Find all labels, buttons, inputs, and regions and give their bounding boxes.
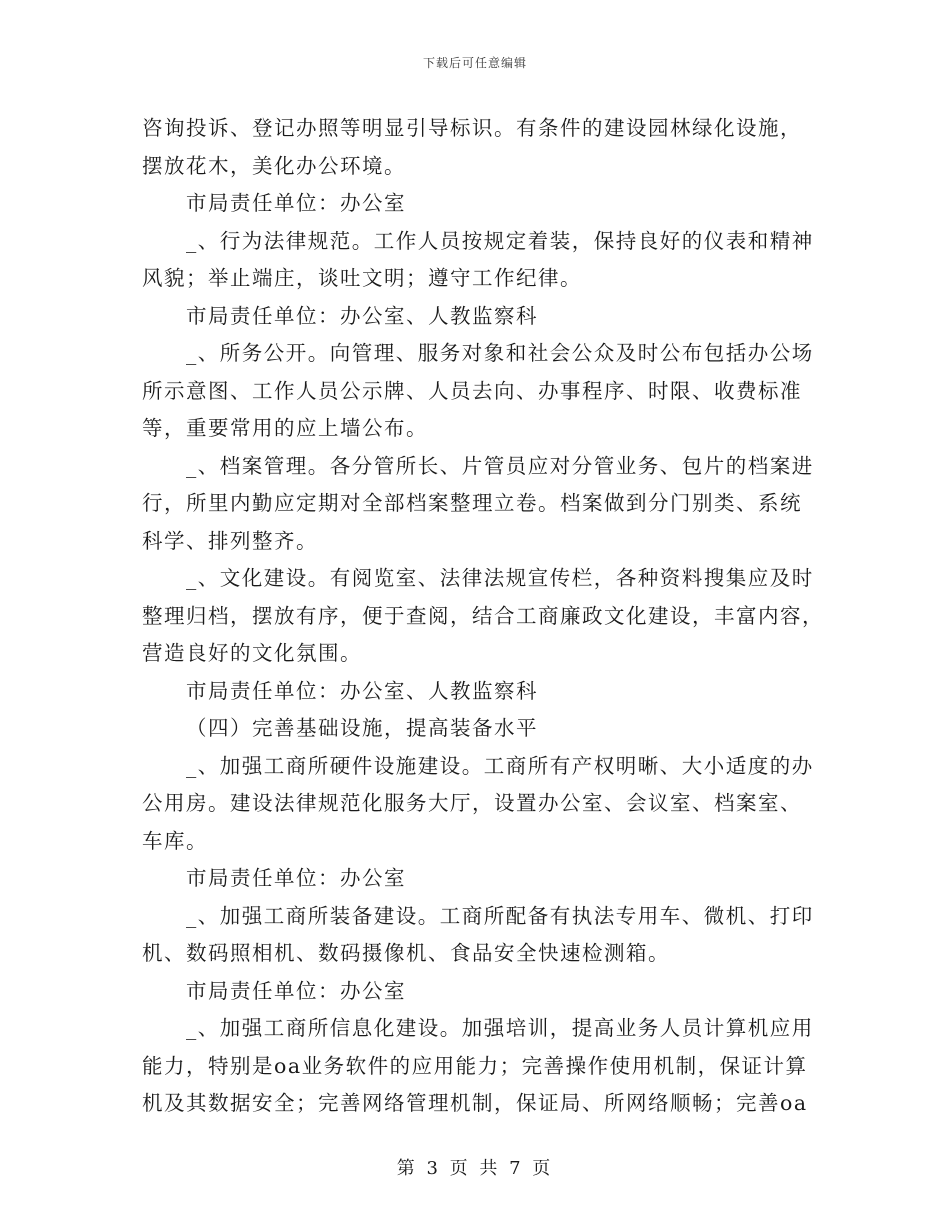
text-line: 营造良好的文化氛围。 (142, 641, 362, 665)
text-line: 等，重要常用的应上墙公布。 (142, 416, 428, 440)
text-line: 市局责任单位：办公室 (186, 978, 406, 1003)
text-line: _、文化建设。有阅览室、法律法规宣传栏，各种资料搜集应及时 (186, 566, 814, 590)
text-line: 市局责任单位：办公室、人教监察科 (186, 303, 538, 328)
text-line: （四）完善基础设施，提高装备水平 (186, 716, 538, 740)
text-line: 市局责任单位：办公室 (186, 866, 406, 890)
page-footer: 第 3 页 共 7 页 (396, 1158, 554, 1179)
text-line: 能力，特别是oa业务软件的应用能力；完善操作使用机制，保证计算 (142, 1053, 808, 1078)
text-line: 所示意图、工作人员公示牌、人员去向、办事程序、时限、收费标准 (142, 378, 802, 403)
text-line: _、行为法律规范。工作人员按规定着装，保持良好的仪表和精神 (186, 228, 814, 253)
text-line: 摆放花木，美化办公环境。 (142, 153, 406, 178)
text-line: 科学、排列整齐。 (142, 528, 318, 553)
text-line: 咨询投诉、登记办照等明显引导标识。有条件的建设园林绿化设施， (142, 116, 802, 140)
text-line: 市局责任单位：办公室 (186, 191, 406, 215)
page-header: 下载后可任意编辑 (422, 56, 527, 70)
text-line: 公用房。建设法律规范化服务大厅，设置办公室、会议室、档案室、 (142, 791, 802, 815)
text-line: _、加强工商所信息化建设。加强培训，提高业务人员计算机应用 (186, 1016, 814, 1040)
text-line: _、所务公开。向管理、服务对象和社会公众及时公布包括办公场 (186, 341, 814, 365)
text-line: _、加强工商所装备建设。工商所配备有执法专用车、微机、打印 (186, 903, 814, 928)
text-line: 车库。 (142, 828, 208, 853)
text-line: 机、数码照相机、数码摄像机、食品安全快速检测箱。 (142, 941, 670, 965)
text-line: 机及其数据安全；完善网络管理机制，保证局、所网络顺畅；完善oa (142, 1091, 808, 1115)
text-line: 市局责任单位：办公室、人教监察科 (186, 678, 538, 703)
text-line: 整理归档，摆放有序，便于查阅，结合工商廉政文化建设，丰富内容， (142, 603, 824, 628)
text-line: _、档案管理。各分管所长、片管员应对分管业务、包片的档案进 (186, 453, 814, 478)
text-line: 风貌；举止端庄，谈吐文明；遵守工作纪律。 (142, 266, 582, 290)
document-body (142, 110, 824, 1123)
text-line: _、加强工商所硬件设施建设。工商所有产权明晰、大小适度的办 (186, 753, 814, 778)
text-line: 行，所里内勤应定期对全部档案整理立卷。档案做到分门别类、系统 (142, 491, 802, 515)
